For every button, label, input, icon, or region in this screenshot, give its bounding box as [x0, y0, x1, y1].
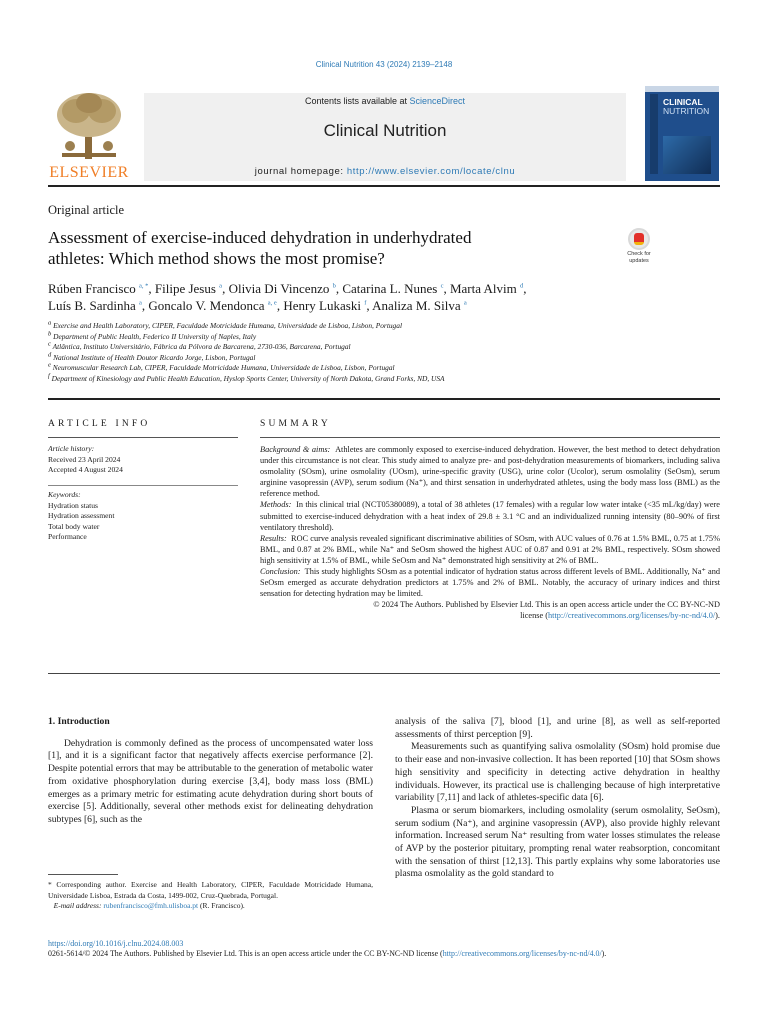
author-affiliation-sup[interactable]: c — [440, 282, 444, 290]
contents-prefix: Contents lists available at — [304, 96, 410, 106]
abstract-background: Background & aims: Athletes are commonly exposed to exercise-induced dehydration. However, the best method to detect dehydration under this circumstance is not clear. This study aimed to analyze pre- and post-dehydration measurements of biomarkers, including saliva osmolality (SOsm), urine osmolality (UOsm), urine-specific gravity (USG), urine color (Ucolor), serum osmolality (SeOsm), serum arginine vasopressin (AVP), serum sodium (Na⁺), and thirst sensation in underhydrated athletes, using the body mass loss (BML) as the reference method. — [260, 445, 720, 499]
homepage-line — [144, 166, 626, 177]
affiliation-item: $^d$ National Institute of Health Doutor Ricardo Jorge, Lisbon, Portugal — [48, 351, 256, 362]
corresponding-text: * Corresponding author. Exercise and Health Laboratory, CIPER, Faculdade Motricidade Humana, Universidade Lisboa, Estrada da Costa, 1499-002, Cruz-Quebrada, Portugal. — [48, 880, 373, 900]
affiliation-item: $^c$ Atlântica, Instituto Universitário, Fábrica da Pólvora de Barcarena, 2730-036, Barcarena, Portugal — [48, 340, 351, 351]
article-info-rule — [48, 437, 238, 438]
affiliation-list — [48, 321, 720, 384]
front-matter-divider — [48, 398, 720, 400]
crossmark-label: Check for updates — [627, 251, 651, 264]
email-line: E-mail address: rubenfrancisco@fmh.ulisboa.pt (R. Francisco). — [53, 901, 245, 910]
author-name[interactable]: Henry Lukaski — [283, 298, 361, 313]
contents-line — [144, 96, 626, 106]
author-affiliation-sup[interactable]: b — [332, 282, 336, 290]
author-affiliation-sup[interactable]: a — [463, 299, 467, 307]
article-history — [48, 444, 123, 476]
journal-header — [144, 93, 626, 181]
corresponding-author-footnote — [48, 880, 373, 912]
elsevier-wordmark: ELSEVIER — [49, 164, 129, 181]
article-info-divider — [48, 485, 238, 486]
check-for-updates-badge[interactable] — [621, 228, 657, 268]
issn-license-line: 0261-5614/© 2024 The Authors. Published by Elsevier Ltd. This is an open access article under the CC BY-NC-ND license (http://creativecommons.org/licenses/by-nc-nd/4.0/). — [48, 949, 607, 958]
keyword-item: Performance — [48, 532, 87, 541]
cover-top-band — [645, 86, 719, 92]
affiliation-item: $^a$ Exercise and Health Laboratory, CIPER, Faculdade Motricidade Humana, Universidade de Lisboa, Lisbon, Portugal — [48, 319, 403, 330]
body-paragraph: analysis of the saliva [7], blood [1], and urine [8], as well as self-reported assessments of thirst perception [9]. — [395, 716, 720, 740]
author-name[interactable]: Luís B. Sardinha — [48, 298, 136, 313]
cover-side-band — [650, 94, 658, 174]
abstract — [260, 444, 720, 622]
keyword-item: Total body water — [48, 521, 100, 531]
keywords-label: Keywords: — [48, 490, 81, 499]
author-affiliation-sup[interactable]: d — [520, 282, 524, 290]
abstract-methods: Methods: In this clinical trial (NCT05380089), a total of 38 athletes (17 females) with a regular low water intake (<35 mL/kg/day) were submitted to exercise-induced dehydration with a heat index of 29.8 ± 3.1 °C and an individualized running intensity (80–90% of first ventilatory threshold). — [260, 500, 720, 532]
cover-title-line2: NUTRITION — [663, 106, 710, 116]
elsevier-logo[interactable] — [48, 91, 130, 183]
abstract-divider — [48, 673, 720, 674]
footnote-rule — [48, 874, 118, 875]
affiliation-item: $^f$ Department of Kinesiology and Public Health Education, Hyslop Sports Center, University of North Dakota, Grand Forks, ND, USA — [48, 372, 445, 383]
journal-citation[interactable]: Clinical Nutrition 43 (2024) 2139–2148 — [315, 60, 453, 69]
author-affiliation-sup[interactable]: a, e — [267, 299, 277, 307]
sciencedirect-link[interactable]: ScienceDirect — [409, 96, 466, 106]
homepage-link[interactable]: http://www.elsevier.com/locate/clnu — [346, 166, 516, 177]
author-affiliation-sup[interactable]: a, * — [138, 282, 149, 290]
author-name[interactable]: Goncalo V. Mendonca — [148, 298, 265, 313]
summary-heading: SUMMARY — [260, 419, 331, 429]
cover-title-line1: CLINICAL — [663, 97, 703, 107]
abstract-results: Results: ROC curve analysis revealed significant discriminative abilities of SOsm, with AUC values of 0.76 at 1.5% BML, 0.75 at 1.75% BML, and 0.87 at 2% BML, while Na⁺ and SeOsm showed the highest AUC of 0.87 and 0.91 at 2% BML, respectively. SOsm showed high sensitivity at 1.5% of BML, while SeOsm and Na⁺ demonstrated high sensitivity at 2% of BML. — [260, 533, 720, 565]
article-info-heading: ARTICLE INFO — [48, 419, 151, 429]
summary-rule — [260, 437, 720, 438]
affiliation-item: $^e$ Neuromuscular Research Lab, CIPER, Faculdade Motricidade Humana, Universidade de Lisboa, Lisbon, Portugal — [48, 361, 395, 372]
author-name[interactable]: Marta Alvim — [449, 281, 517, 296]
keyword-item: Hydration assessment — [48, 511, 115, 520]
email-link[interactable]: rubenfrancisco@fmh.ulisboa.pt — [103, 901, 199, 910]
journal-title: Clinical Nutrition — [323, 121, 447, 140]
homepage-prefix: journal homepage: — [254, 166, 347, 177]
author-affiliation-sup[interactable]: f — [364, 299, 367, 307]
body-paragraph: Plasma or serum biomarkers, including osmolality (serum osmolality, SeOsm), serum sodium (Na⁺), and arginine vasopressin (AVP), also provide highly relevant information. Increased serum Na⁺ resulting from water losses stimulates the release of AVP by the posterior pituitary, prompting renal water reabsorption, concomitant with the sensation of thirst [12,13]. This partly explains why some laboratories use plasma osmolality as the gold standard to — [395, 804, 720, 880]
author-list: Rúben Francisco $^{a, *}$, Filipe Jesus $^a$, Olivia Di Vincenzo $^b$, Catarina L. Nunes $^c$, Marta Alvim $^d$, Luís B. Sardinha $^a$, Goncalo V. Mendonca $^{a, e}$, Henry Lukaski $^f$, Analiza M. Silva $^a$ — [48, 281, 527, 313]
author-affiliation-sup[interactable]: a — [219, 282, 223, 290]
issn-license-link[interactable]: http://creativecommons.org/licenses/by-nc-nd/4.0/ — [442, 949, 602, 958]
elsevier-tree-icon — [52, 91, 126, 161]
title-line-2: athletes: Which method shows the most promise? — [48, 249, 385, 268]
cover-artwork — [663, 136, 711, 174]
author-name[interactable]: Filipe Jesus — [154, 281, 216, 296]
doi-link[interactable]: https://doi.org/10.1016/j.clnu.2024.08.003 — [48, 939, 184, 948]
received-date: Received 23 April 2024 — [48, 454, 121, 464]
title-line-1: Assessment of exercise-induced dehydration in underhydrated — [48, 228, 472, 247]
author-name[interactable]: Rúben Francisco — [48, 281, 136, 296]
author-name[interactable]: Catarina L. Nunes — [342, 281, 438, 296]
abstract-copyright: © 2024 The Authors. Published by Elsevier Ltd. This is an open access article under the CC BY-NC-ND license (http://creativecommons.org/licenses/by-nc-nd/4.0/). — [373, 600, 720, 621]
keyword-item: Hydration status — [48, 500, 98, 510]
crossmark-icon — [628, 228, 650, 250]
article-type: Original article — [48, 203, 125, 217]
journal-cover-image[interactable] — [645, 86, 719, 181]
abstract-conclusion: Conclusion: This study highlights SOsm as a potential indicator of hydration status across different levels of BML. Additionally, Na⁺ and SeOsm emerged as accurate dehydration predictors at 1.75% and 2% of BML. Notably, the accuracy of urinary indices and thirst sensation for detecting hydration may be limited. — [260, 567, 721, 599]
license-link[interactable]: http://creativecommons.org/licenses/by-nc-nd/4.0/ — [548, 611, 716, 621]
body-paragraph: Dehydration is commonly defined as the process of uncompensated water loss [1], and it is a significant factor that negatively affects exercise performance [2]. Despite potential errors that may be attributable to the generation of metabolic water from oxidative phosphorylation during exercise [3,4], body mass loss (BML) emerges as a primary metric for estimating acute dehydration during short bouts of exercise [5]. Additionally, several other methods exist for delineating dehydration subtypes [6], such as the — [48, 737, 373, 825]
author-name[interactable]: Olivia Di Vincenzo — [228, 281, 330, 296]
accepted-date: Accepted 4 August 2024 — [48, 465, 123, 474]
header-divider — [48, 185, 720, 187]
body-column-right — [395, 716, 720, 881]
body-paragraph: Measurements such as quantifying saliva osmolality (SOsm) hold promise due to their ease and non-invasive collection. It has been reported [10] that SOsm shows high sensitivity and specificity in detecting active dehydration in healthy individuals. However, its practical use is challenging because of high interpretative variability [7,11] and lack of athletes-specific data [6]. — [395, 741, 720, 804]
author-affiliation-sup[interactable]: a — [139, 299, 142, 307]
article-title — [48, 227, 608, 269]
body-column-left — [48, 716, 373, 827]
keywords-block — [48, 490, 114, 543]
history-label: Article history: — [48, 444, 95, 453]
affiliation-item: $^b$ Department of Public Health, Federico II University of Naples, Italy — [48, 330, 257, 341]
section-heading-introduction: 1. Introduction — [48, 716, 110, 727]
author-name[interactable]: Analiza M. Silva — [372, 298, 461, 313]
